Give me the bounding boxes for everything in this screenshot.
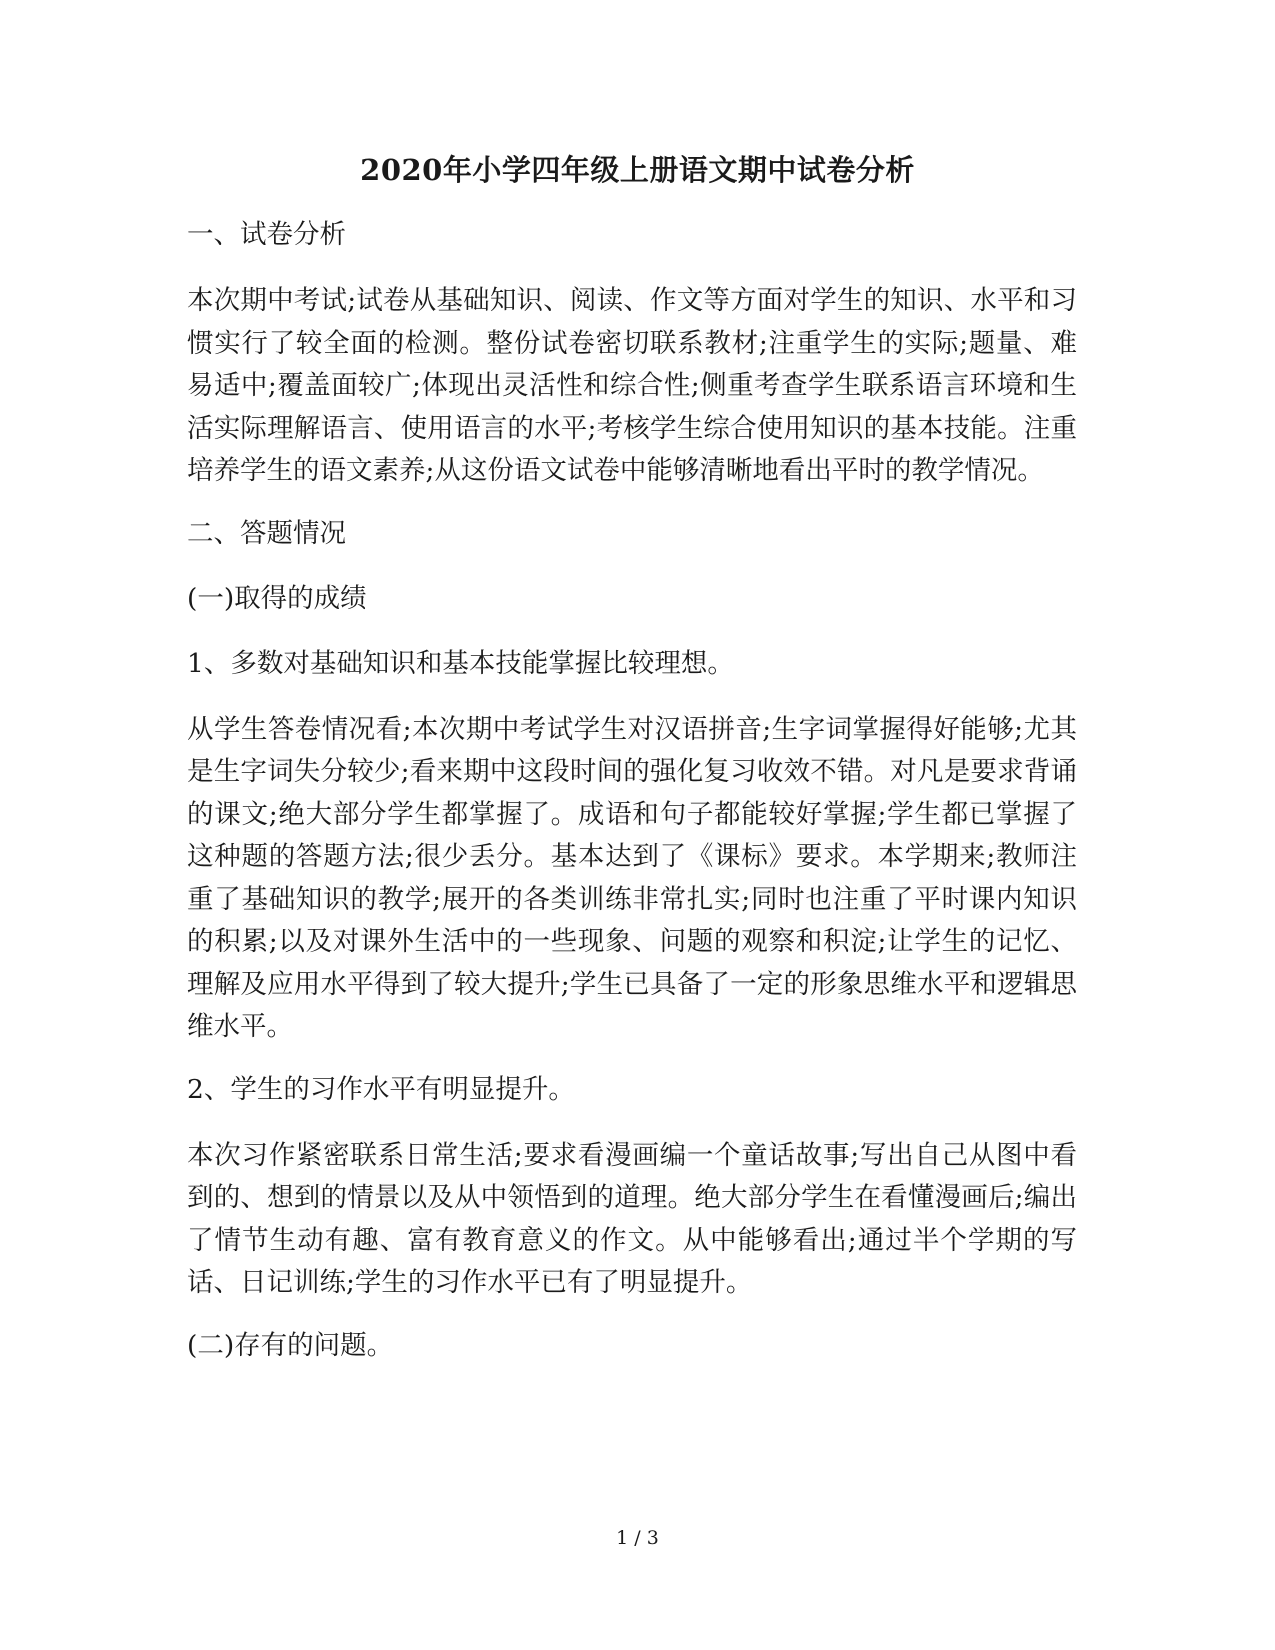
section-heading-answer-status: 二、答题情况 — [187, 517, 346, 549]
paragraph-basic-skills: 从学生答卷情况看;本次期中考试学生对汉语拼音;生字词掌握得好能够;尤其是生字词失分较少;看来期中这段时间的强化复习收效不错。对凡是要求背诵的课文;绝大部分学生都掌握了。成语和句子都能较好掌握;学生都已掌握了这种题的答题方法;很少丢分。基本达到了《课标》要求。本学期来;教师注重了基础知识的教学;展开的各类训练非常扎实;同时也注重了平时课内知识的积累;以及对课外生活中的一些现象、问题的观察和积淀;让学生的记忆、理解及应用水平得到了较大提升;学生已具备了一定的形象思维水平和逻辑思维水平。 — [187, 713, 1077, 1042]
item-heading-writing: 2、学生的习作水平有明显提升。 — [187, 1073, 575, 1105]
page-number: 1 / 3 — [616, 1527, 659, 1549]
paragraph-writing: 本次习作紧密联系日常生活;要求看漫画编一个童话故事;写出自己从图中看到的、想到的情景以及从中领悟到的道理。绝大部分学生在看懂漫画后;编出了情节生动有趣、富有教育意义的作文。从中能够看出;通过半个学期的写话、日记训练;学生的习作水平已有了明显提升。 — [187, 1139, 1077, 1298]
subsection-heading-achievements: (一)取得的成绩 — [187, 582, 367, 614]
section-heading-test-analysis: 一、试卷分析 — [187, 219, 346, 250]
document-body — [187, 215, 1077, 1391]
document-title: 2020年小学四年级上册语文期中试卷分析 — [360, 153, 915, 187]
subsection-heading-problems: (二)存有的问题。 — [187, 1329, 394, 1361]
item-heading-basic-skills: 1、多数对基础知识和基本技能掌握比较理想。 — [187, 647, 734, 679]
paragraph-test-analysis: 本次期中考试;试卷从基础知识、阅读、作文等方面对学生的知识、水平和习惯实行了较全面的检测。整份试卷密切联系教材;注重学生的实际;题量、难易适中;覆盖面较广;体现出灵活性和综合性;侧重考查学生联系语言环境和生活实际理解语言、使用语言的水平;考核学生综合使用知识的基本技能。注重培养学生的语文素养;从这份语文试卷中能够清晰地看出平时的教学情况。 — [187, 285, 1077, 486]
